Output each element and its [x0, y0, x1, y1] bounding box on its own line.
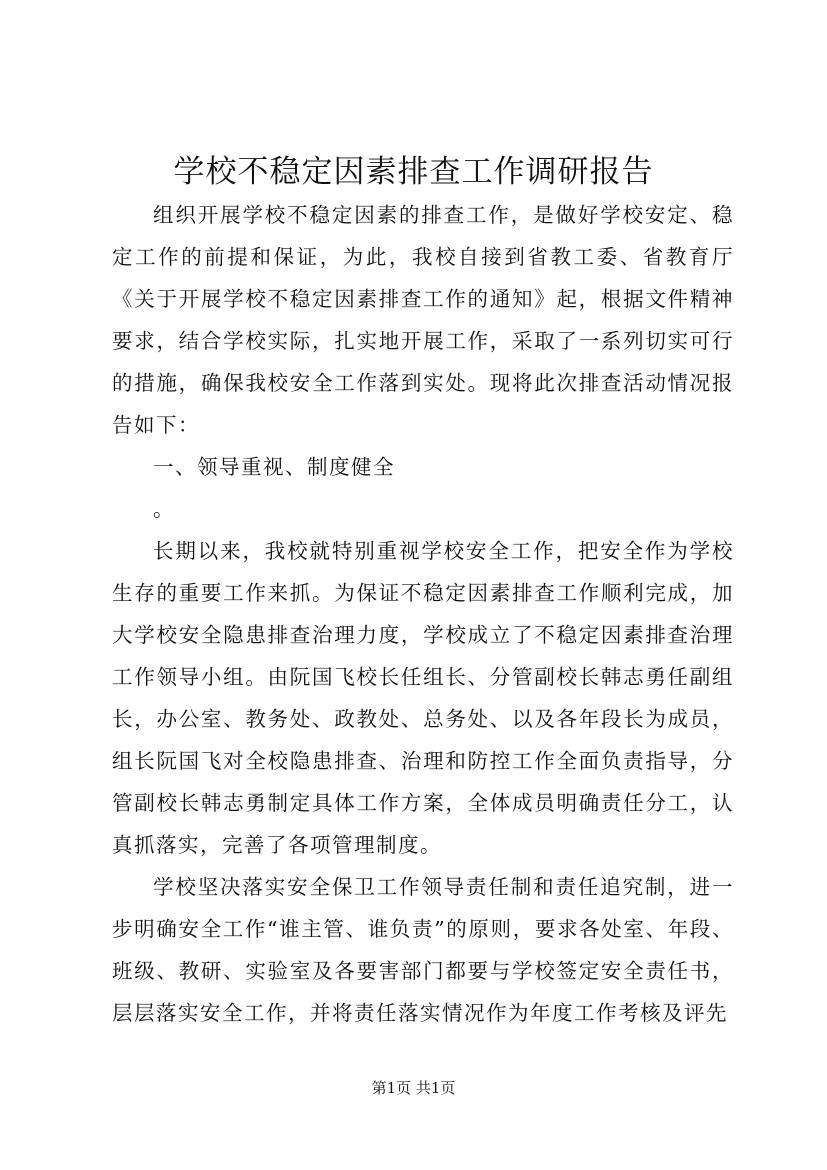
paragraph-intro: 组织开展学校不稳定因素的排查工作，是做好学校安定、稳定工作的前提和保证，为此，我校自接到省教工委、省教育厅《关于开展学校不稳定因素排查工作的通知》起，根据文件精神要求，结合学校实际，扎实地开展工作，采取了一系列切实可行的措施，确保我校安全工作落到实处。现将此次排查活动情况报告如下：: [112, 203, 734, 437]
stray-punctuation-line: 。: [153, 497, 174, 521]
document-title: 学校不稳定因素排查工作调研报告: [173, 154, 654, 190]
document-body: [112, 194, 734, 1034]
paragraph-responsibility: 学校坚决落实安全保卫工作领导责任制和责任追究制，进一步明确安全工作“谁主管、谁负责”的原则，要求各处室、年段、班级、教研、实验室及各要害部门都要与学校签定安全责任书，层层落实安全工作，并将责任落实情况作为年度工作考核及评先: [112, 875, 734, 1025]
paragraph-leadership: 长期以来，我校就特别重视学校安全工作，把安全作为学校生存的重要工作来抓。为保证不稳定因素排查工作顺利完成，加大学校安全隐患排查治理力度，学校成立了不稳定因素排查治理工作领导小组。由阮国飞校长任组长、分管副校长韩志勇任副组长，办公室、教务处、政教处、总务处、以及各年段长为成员，组长阮国飞对全校隐患排查、治理和防控工作全面负责指导，分管副校长韩志勇制定具体工作方案，全体成员明确责任分工，认真抓落实，完善了各项管理制度。: [112, 539, 734, 857]
page-footer: 第1页 共1页: [371, 1079, 456, 1097]
section-heading-1: 一、领导重视、制度健全: [153, 455, 395, 479]
